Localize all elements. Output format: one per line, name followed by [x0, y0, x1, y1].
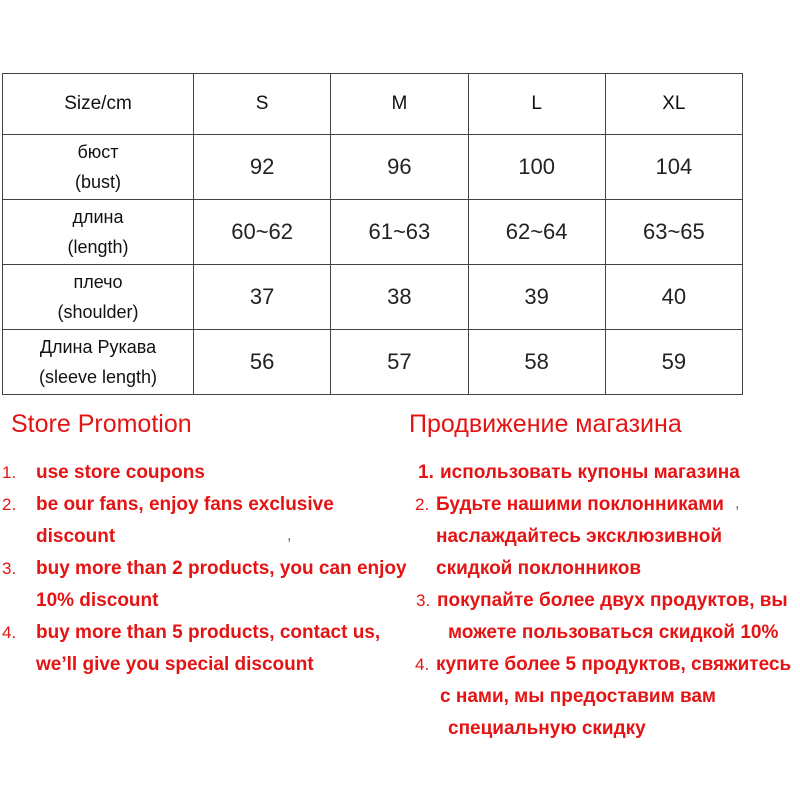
promo-line-ru: с нами, мы предоставим вам [440, 686, 716, 707]
promo-line-ru: специальную скидку [448, 718, 646, 739]
header-cell: S [194, 74, 331, 135]
list-number: 3. [2, 559, 17, 578]
row-label-ru: бюст [77, 142, 119, 162]
promo-line-en: buy more than 5 products, contact us, [36, 622, 381, 643]
row-label-ru: Длина Рукава [39, 337, 157, 357]
promo-title-ru: Продвижение магазина [409, 410, 682, 438]
promo-line-en: we’ll give you special discount [36, 654, 314, 675]
promo-title-en: Store Promotion [11, 410, 192, 438]
table-cell: 62~64 [468, 200, 605, 265]
table-cell: 40 [605, 265, 742, 330]
table-cell: 104 [605, 135, 742, 200]
list-number: 4. [415, 655, 430, 674]
promo-line-ru: покупайте более двух продуктов, вы [437, 590, 788, 611]
list-number: 1. [418, 462, 434, 483]
promo-line-ru: можете пользоваться скидкой 10% [448, 622, 779, 643]
promo-line-en: use store coupons [36, 462, 205, 483]
row-label [3, 265, 194, 330]
row-label-ru: плечо [73, 272, 123, 292]
promo-line-ru: использовать купоны магазина [440, 462, 740, 483]
row-label [3, 135, 194, 200]
table-cell: 57 [331, 330, 468, 395]
table-header-row [3, 74, 743, 135]
promo-line-ru: наслаждайтесь эксклюзивной [436, 526, 723, 547]
promo-line-en: discount [36, 526, 116, 547]
promo-line-en: buy more than 2 products, you can enjoy [36, 558, 407, 579]
list-number: 1. [2, 463, 17, 482]
table-cell: 96 [331, 135, 468, 200]
list-number: 4. [2, 623, 17, 642]
list-number: 2. [415, 495, 430, 514]
table-row [3, 265, 743, 330]
table-row [3, 330, 743, 395]
row-label [3, 200, 194, 265]
row-label-ru: длина [72, 207, 124, 227]
header-cell: Size/cm [3, 74, 194, 135]
row-label-en: (sleeve length) [38, 367, 158, 387]
table-cell: 63~65 [605, 200, 742, 265]
table-cell: 59 [605, 330, 742, 395]
promo-line-en: be our fans, enjoy fans exclusive [36, 494, 334, 515]
list-number: 3. [416, 591, 431, 610]
table-cell: 61~63 [331, 200, 468, 265]
promo-line-ru: купите более 5 продуктов, свяжитесь [436, 654, 792, 675]
table-row [3, 200, 743, 265]
row-label-en: (length) [67, 237, 129, 257]
promo-line-en: 10% discount [36, 590, 159, 611]
table-cell: 60~62 [194, 200, 331, 265]
header-cell: L [468, 74, 605, 135]
header-cell: XL [605, 74, 742, 135]
row-label-en: (bust) [74, 172, 121, 192]
promo-line-ru: скидкой поклонников [436, 558, 642, 579]
table-cell: 58 [468, 330, 605, 395]
table-row [3, 135, 743, 200]
table-cell: 38 [331, 265, 468, 330]
row-label-en: (shoulder) [57, 302, 139, 322]
table-cell: 100 [468, 135, 605, 200]
table-cell: 37 [194, 265, 331, 330]
row-label [3, 330, 194, 395]
table-cell: 39 [468, 265, 605, 330]
table-cell: 56 [194, 330, 331, 395]
size-table [2, 73, 743, 395]
list-number: 2. [2, 495, 17, 514]
stray-comma: , [287, 527, 292, 544]
header-cell: M [331, 74, 468, 135]
stray-comma: , [735, 495, 740, 512]
promo-line-ru: Будьте нашими поклонниками [436, 494, 724, 515]
table-cell: 92 [194, 135, 331, 200]
